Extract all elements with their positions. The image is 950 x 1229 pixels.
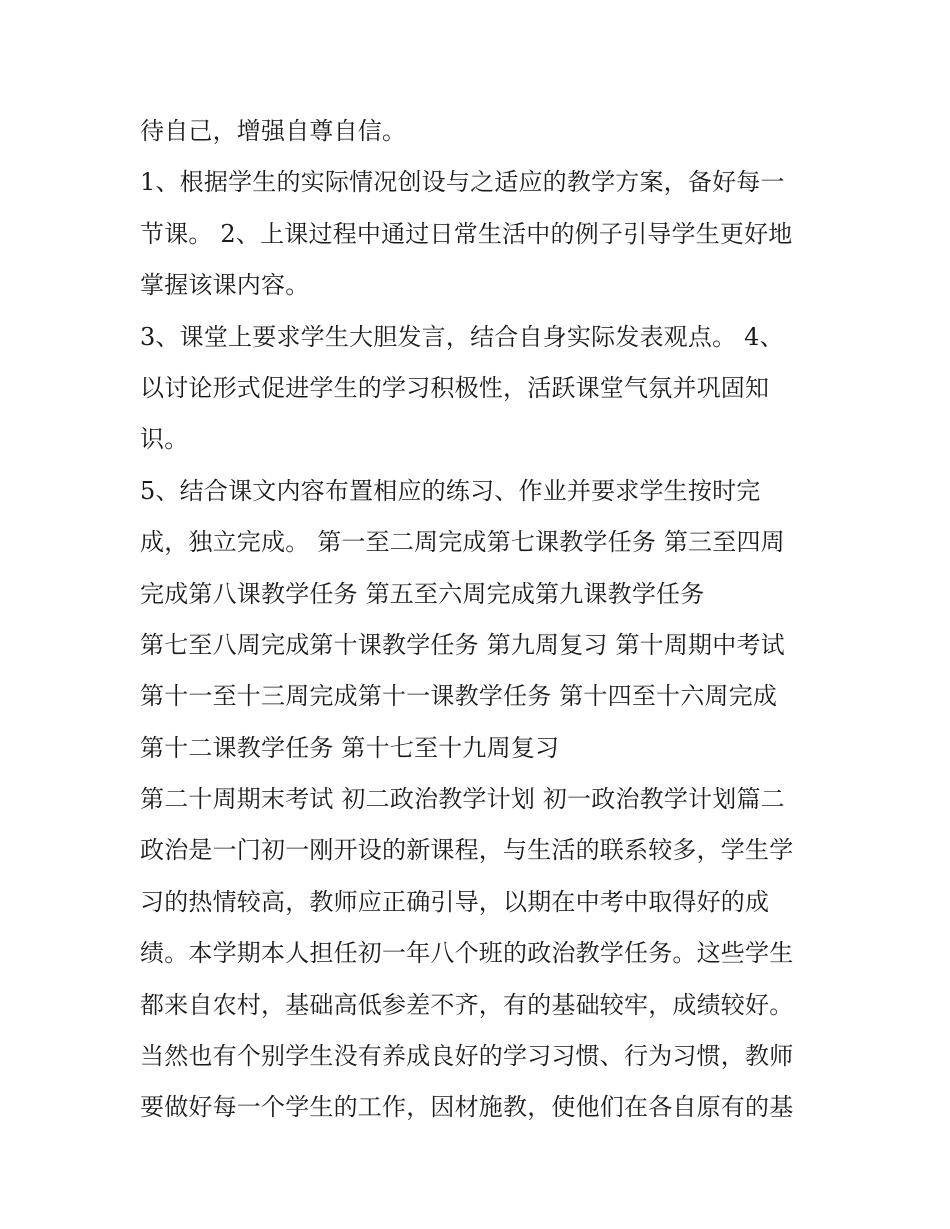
text-line: 都来自农村，基础高低参差不齐，有的基础较牢，成绩较好。 [140,990,794,1019]
text-line: 以讨论形式促进学生的学习积极性，活跃课堂气氛并巩固知 [140,373,770,402]
text-line: 第七至八周完成第十课教学任务 第九周复习 第十周期中考试 [140,630,785,659]
text-line: 3、课堂上要求学生大胆发言，结合自身实际发表观点。 4、 [140,322,784,351]
text-line: 第十二课教学任务 第十七至十九周复习 [140,733,560,762]
document-body [140,106,820,1134]
text-line: 绩。本学期本人担任初一年八个班的政治教学任务。这些学生 [140,939,794,968]
text-line: 节课。 2、上课过程中通过日常生活中的例子引导学生更好地 [140,219,793,248]
text-line: 政治是一门初一刚开设的新课程，与生活的联系较多，学生学 [140,836,794,865]
text-line: 第二十周期末考试 初二政治教学计划 初一政治教学计划篇二 [140,785,785,814]
text-line: 当然也有个别学生没有养成良好的学习习惯、行为习惯，教师 [140,1042,794,1071]
text-line: 5、结合课文内容布置相应的练习、作业并要求学生按时完 [140,476,761,505]
text-line: 习的热情较高，教师应正确引导，以期在中考中取得好的成 [140,887,770,916]
text-line: 1、根据学生的实际情况创设与之适应的教学方案，备好每一 [140,168,785,197]
text-line: 完成第八课教学任务 第五至六周完成第九课教学任务 [140,579,705,608]
text-line: 待自己，增强自尊自信。 [140,117,407,145]
text-line: 要做好每一个学生的工作，因材施教，使他们在各自原有的基 [140,1093,794,1122]
text-line: 掌握该课内容。 [140,271,310,300]
text-line: 识。 [140,425,189,454]
text-line: 成，独立完成。 第一至二周完成第七课教学任务 第三至四周 [140,528,785,557]
text-line: 第十一至十三周完成第十一课教学任务 第十四至十六周完成 [140,682,778,711]
